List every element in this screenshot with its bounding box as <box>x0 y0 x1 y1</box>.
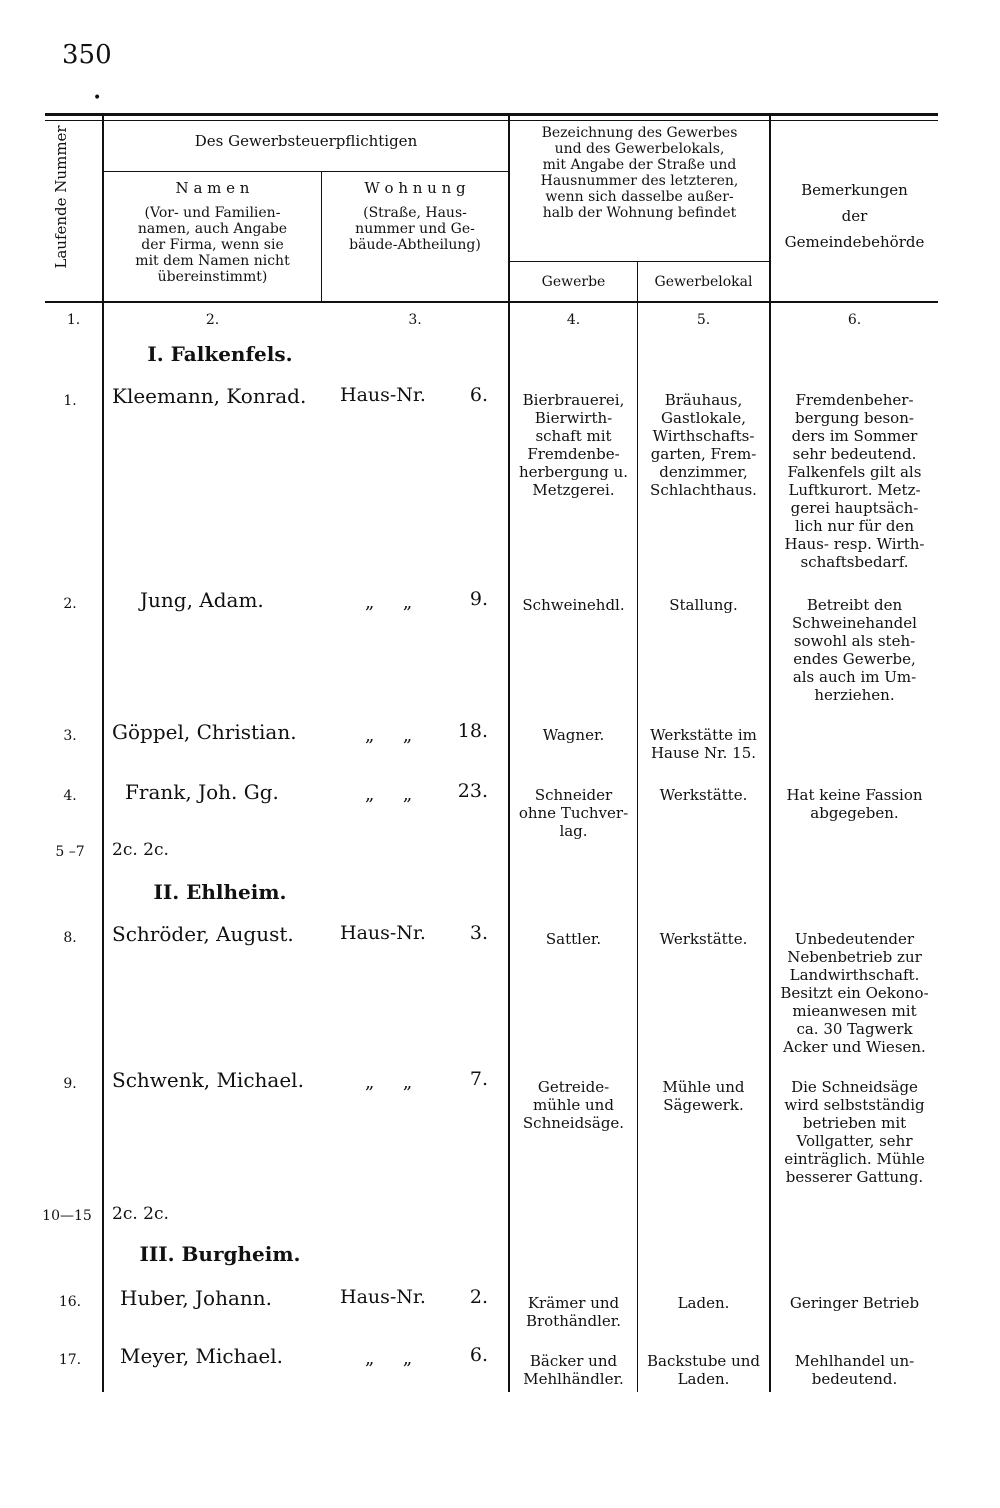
colnum-1: 1. <box>66 312 81 328</box>
vline-3 <box>508 116 510 1392</box>
row-number: 10—15 <box>42 1208 92 1224</box>
row-bemerkungen: Hat keine Fassion abgegeben. <box>786 786 923 822</box>
colnum-5: 5. <box>696 312 711 328</box>
header-namen-title: N a m e n <box>175 179 250 197</box>
vline-5 <box>769 116 771 1392</box>
colnum-4: 4. <box>566 312 581 328</box>
row-address-ditto: „ „ <box>365 725 413 746</box>
row-etc: 2c. 2c. <box>112 1204 169 1224</box>
row-gewerbe: Bäcker und Mehlhändler. <box>523 1352 624 1388</box>
header-bemerkungen: Bemerkungen der Gemeindebehörde <box>784 181 925 251</box>
row-gewerbe: Getreide- mühle und Schneidsäge. <box>522 1078 625 1132</box>
row-number: 2. <box>63 596 77 612</box>
row-gewerbelokal: Stallung. <box>669 596 738 614</box>
row-address-number: 18. <box>457 720 488 742</box>
row-number: 17. <box>58 1352 82 1368</box>
row-name: Göppel, Christian. <box>112 720 297 744</box>
row-address-prefix: Haus-Nr. <box>340 384 426 406</box>
row-gewerbe: Bierbrauerei, Bierwirth- schaft mit Fremdenbe- herbergung u. Metzgerei. <box>518 391 629 499</box>
page-mark: • <box>93 90 102 106</box>
row-name: Frank, Joh. Gg. <box>125 780 279 804</box>
header-gewerbe: Gewerbe <box>541 274 606 290</box>
header-wohnung-desc: (Straße, Haus- nummer und Ge- bäude-Abtheilung) <box>349 205 481 253</box>
header-bottom-rule <box>45 301 938 303</box>
row-gewerbelokal: Mühle und Sägewerk. <box>662 1078 745 1114</box>
row-address-ditto: „ „ <box>365 1072 413 1093</box>
row-address-number: 3. <box>469 922 488 944</box>
row-name: Huber, Johann. <box>120 1286 273 1310</box>
row-bemerkungen: Geringer Betrieb <box>789 1294 920 1312</box>
header-group-steuerpflichtigen: Des Gewerbsteuerpflichtigen <box>194 132 418 150</box>
row-name: Schwenk, Michael. <box>112 1068 304 1092</box>
row-gewerbelokal: Laden. <box>677 1294 730 1312</box>
row-address-prefix: Haus-Nr. <box>340 1286 426 1308</box>
row-gewerbe: Sattler. <box>545 930 602 948</box>
row-address-prefix: Haus-Nr. <box>340 922 426 944</box>
row-bemerkungen: Fremdenbeher- bergung beson- ders im Sommer sehr bedeutend. Falkenfels gilt als Luftkurort. Metz- gerei hauptsäch- lich nur für den Haus- resp. Wirth- schaftsbedarf. <box>784 391 925 571</box>
page-number: 350 <box>62 40 112 70</box>
row-address-ditto: „ „ <box>365 1348 413 1369</box>
row-name: Kleemann, Konrad. <box>112 384 307 408</box>
section-heading: III. Burgheim. <box>139 1242 301 1266</box>
row-address-number: 6. <box>469 384 488 406</box>
row-bemerkungen: Betreibt den Schweinehandel sowohl als steh- endes Gewerbe, als auch im Um- herziehen. <box>792 596 917 704</box>
row-gewerbelokal: Werkstätte im Hause Nr. 15. <box>650 726 757 762</box>
row-address-ditto: „ „ <box>365 784 413 805</box>
row-gewerbelokal: Bräuhaus, Gastlokale, Wirthschafts- garten, Frem- denzimmer, Schlachthaus. <box>650 391 757 499</box>
row-address-number: 2. <box>469 1286 488 1308</box>
row-gewerbelokal: Werkstätte. <box>659 786 748 804</box>
row-gewerbe: Wagner. <box>542 726 605 744</box>
row-number: 1. <box>63 393 77 409</box>
row-number: 8. <box>63 930 77 946</box>
row-gewerbelokal: Werkstätte. <box>659 930 748 948</box>
row-address-number: 23. <box>457 780 488 802</box>
row-gewerbe: Krämer und Brothändler. <box>525 1294 622 1330</box>
row-address-number: 9. <box>469 588 488 610</box>
row-bemerkungen: Unbedeutender Nebenbetrieb zur Landwirthschaft. Besitzt ein Oekono- mieanwesen mit ca. 30 Tagwerk Acker und Wiesen. <box>780 930 929 1056</box>
header-namen-desc: (Vor- und Familien- namen, auch Angabe der Firma, wenn sie mit dem Namen nicht übereinstimmt) <box>135 205 290 285</box>
row-name: Schröder, August. <box>112 922 294 946</box>
row-number: 5 –7 <box>55 844 85 860</box>
hline-gewerbe <box>510 261 769 262</box>
header-wohnung-title: W o h n u n g <box>364 179 466 197</box>
row-name: Meyer, Michael. <box>120 1344 283 1368</box>
row-address-number: 7. <box>469 1068 488 1090</box>
row-gewerbe: Schneider ohne Tuchver- lag. <box>518 786 629 840</box>
section-heading: II. Ehlheim. <box>153 880 287 904</box>
row-number: 16. <box>58 1294 82 1310</box>
top-rule-thin <box>45 120 938 121</box>
row-address-number: 6. <box>469 1344 488 1366</box>
row-etc: 2c. 2c. <box>112 840 169 860</box>
vline-1 <box>102 116 104 1392</box>
row-number: 4. <box>63 788 77 804</box>
hline-steuer <box>104 171 508 172</box>
row-bemerkungen: Die Schneidsäge wird selbstständig betrieben mit Vollgatter, sehr einträglich. Mühle besserer Gattung. <box>784 1078 925 1186</box>
top-rule <box>45 113 938 116</box>
row-number: 9. <box>63 1076 77 1092</box>
colnum-2: 2. <box>205 312 220 328</box>
header-bezeichnung: Bezeichnung des Gewerbes und des Gewerbelokals, mit Angabe der Straße und Hausnummer des letzteren, wenn sich dasselbe außer- halb der Wohnung befindet <box>540 125 739 221</box>
header-gewerbelokal: Gewerbelokal <box>654 274 753 290</box>
header-laufende-nummer: Laufende Nummer <box>52 125 70 269</box>
row-name: Jung, Adam. <box>140 588 264 612</box>
section-heading: I. Falkenfels. <box>147 342 293 366</box>
colnum-6: 6. <box>847 312 862 328</box>
row-gewerbe: Schweinehdl. <box>522 596 625 614</box>
colnum-3: 3. <box>408 312 422 328</box>
row-bemerkungen: Mehlhandel un- bedeutend. <box>794 1352 915 1388</box>
row-gewerbelokal: Backstube und Laden. <box>646 1352 760 1388</box>
row-address-ditto: „ „ <box>365 592 413 613</box>
row-number: 3. <box>63 728 77 744</box>
